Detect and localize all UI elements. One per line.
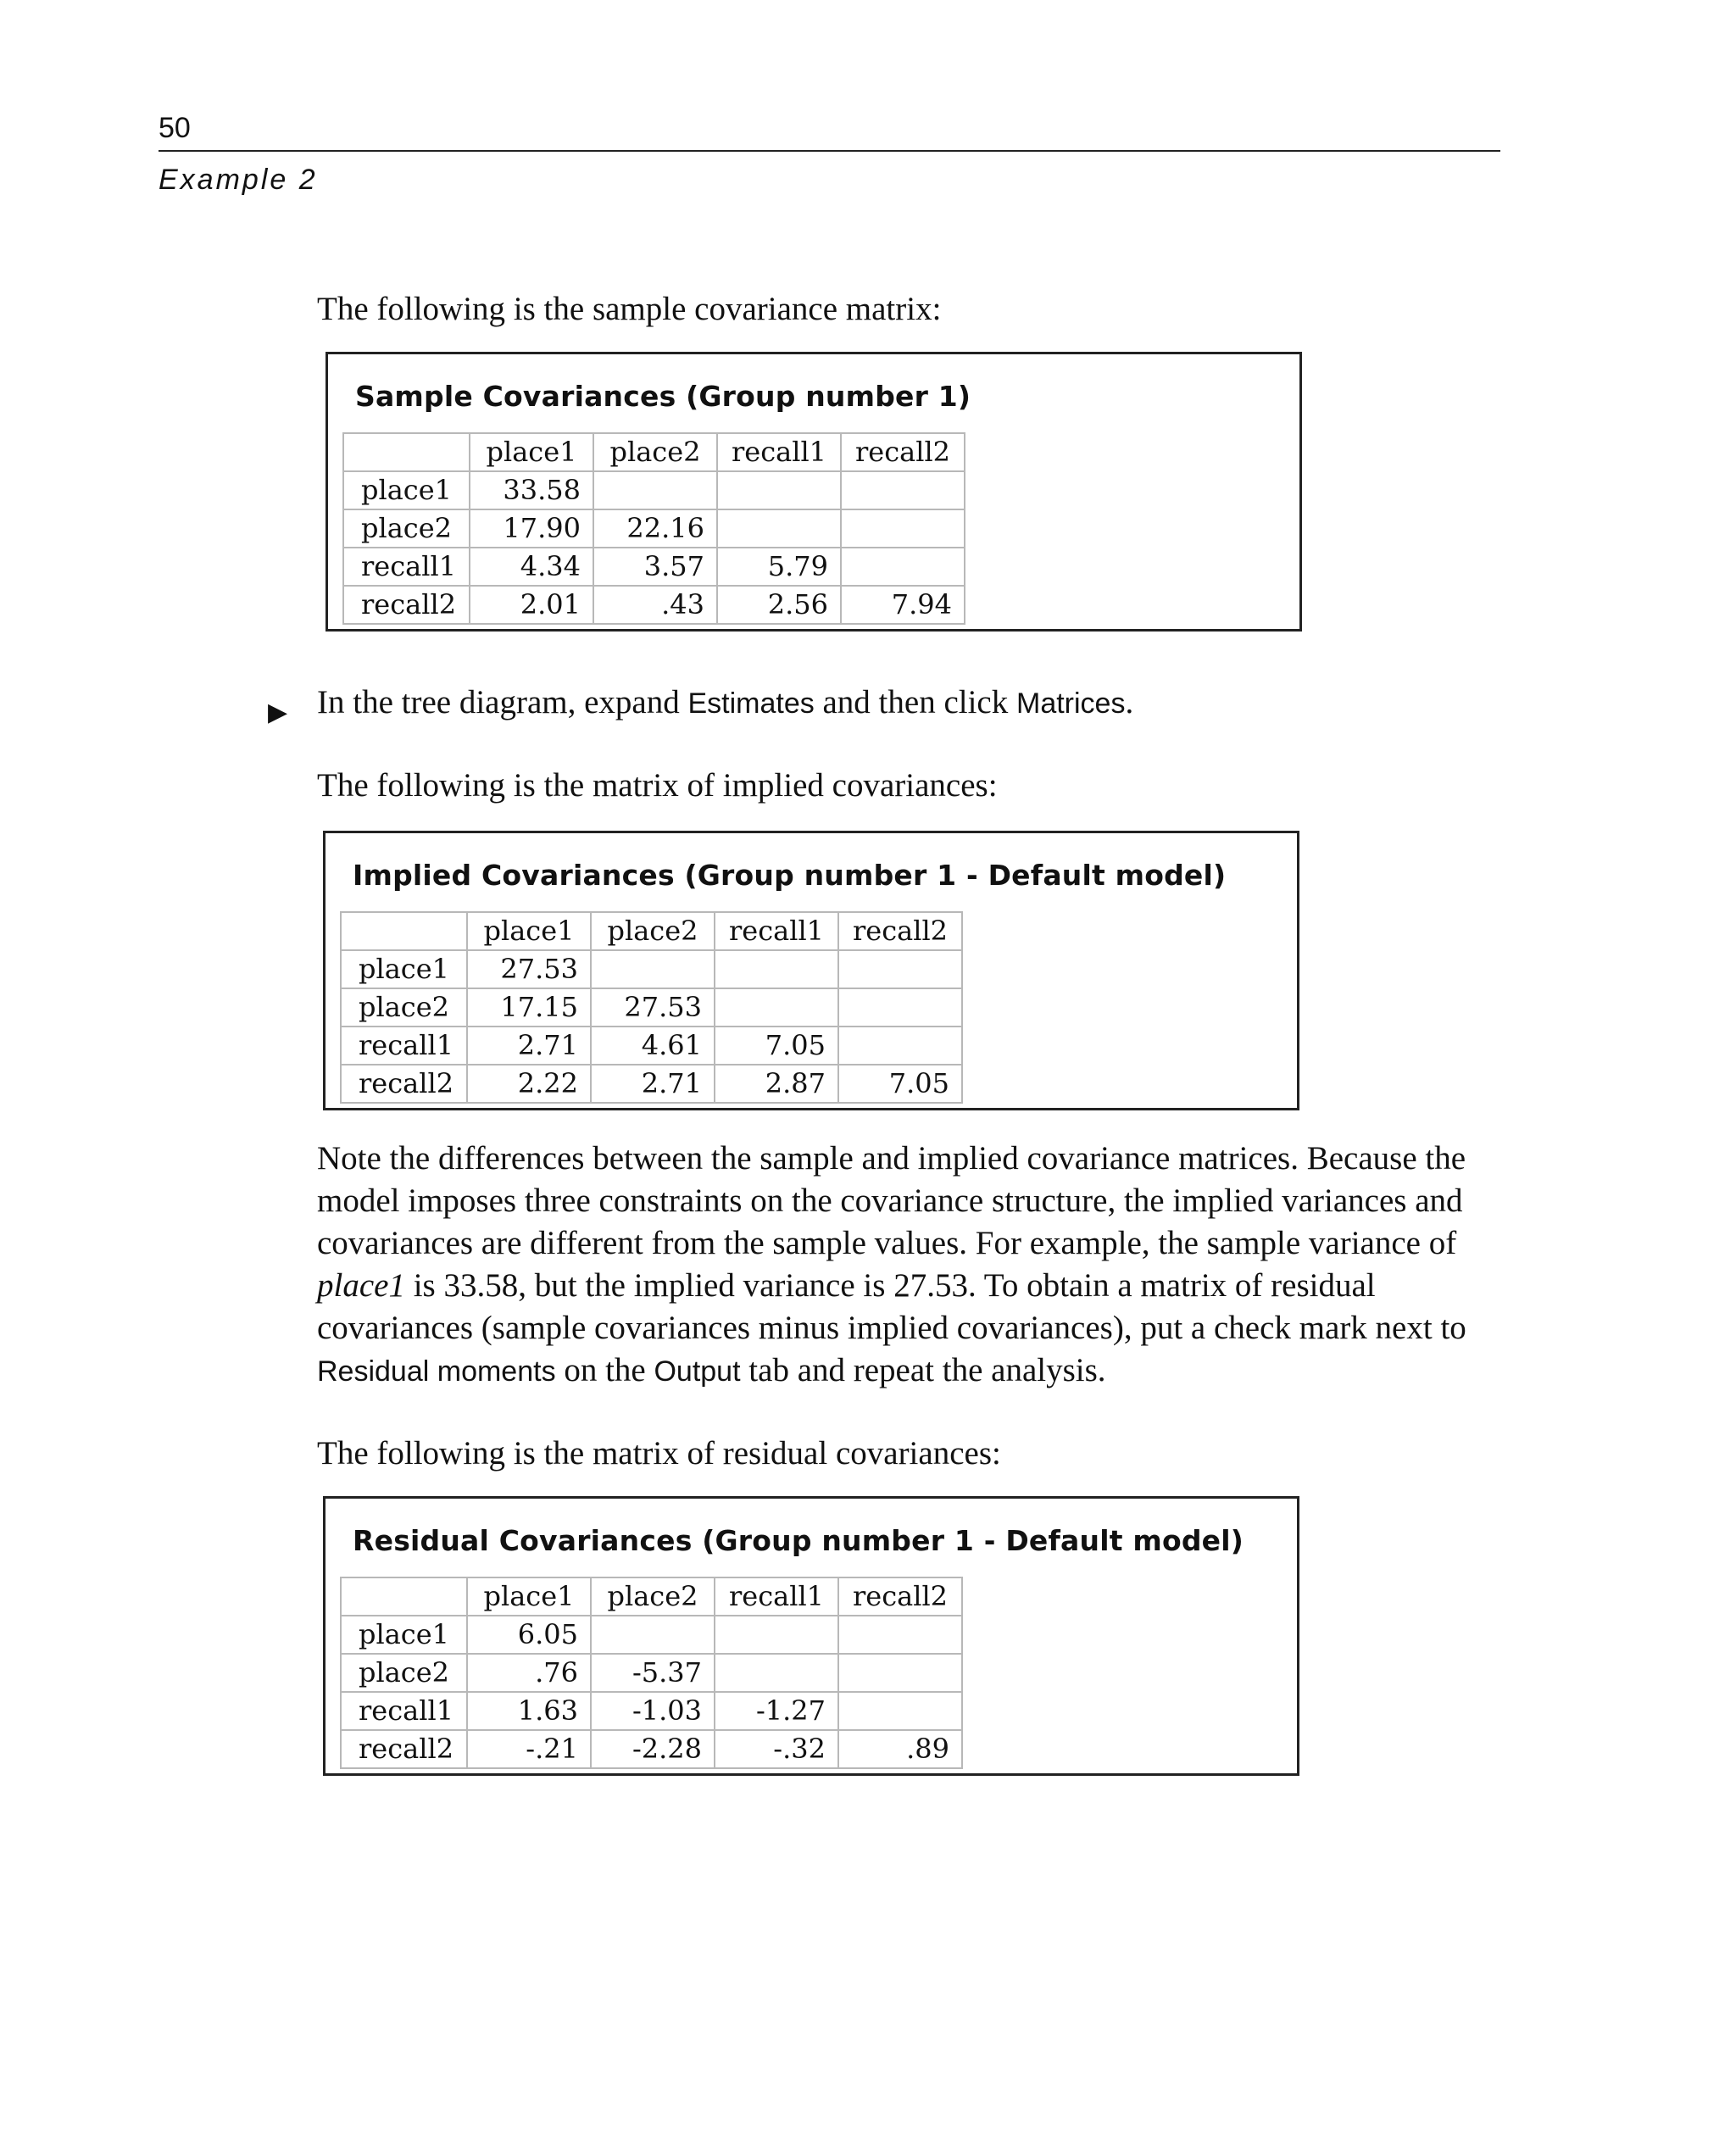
table-row — [343, 586, 965, 624]
table-cell: 2.01 — [470, 586, 593, 624]
table-row — [341, 1616, 962, 1654]
column-header: recall1 — [715, 912, 838, 950]
table-cell — [838, 988, 962, 1027]
table-cell — [591, 950, 715, 988]
note-line-text: tab and repeat the analysis. — [740, 1352, 1106, 1388]
table-cell — [841, 509, 965, 548]
row-header: recall1 — [343, 548, 470, 586]
table-cell: 7.94 — [841, 586, 965, 624]
table-cell: 2.71 — [467, 1027, 591, 1065]
row-header: place1 — [341, 1616, 467, 1654]
variable-name: place1 — [317, 1267, 405, 1304]
sample-covariances-panel — [326, 352, 1302, 632]
table-row — [343, 471, 965, 509]
column-header: place1 — [470, 433, 593, 471]
matrices-ref: Matrices — [1016, 687, 1126, 720]
table-cell: 27.53 — [591, 988, 715, 1027]
residual-moments-ref: Residual moments — [317, 1355, 556, 1388]
table-cell — [715, 1654, 838, 1692]
page-number: 50 — [159, 112, 191, 144]
column-header: place1 — [467, 912, 591, 950]
intro-text: The following is the sample covariance matrix: — [317, 291, 942, 327]
header-rule — [159, 150, 1500, 152]
table-cell: -.32 — [715, 1730, 838, 1768]
table-header-row — [341, 912, 962, 950]
table-cell: 5.79 — [717, 548, 841, 586]
column-header: recall1 — [715, 1577, 838, 1616]
instruction-suffix: . — [1125, 684, 1134, 721]
residual-covariances-table — [340, 1577, 963, 1769]
sample-covariances-title: Sample Covariances (Group number 1) — [355, 380, 971, 413]
instruction-middle: and then click — [814, 684, 1016, 721]
table-cell — [838, 1027, 962, 1065]
note-line — [317, 1349, 1504, 1393]
table-cell: .43 — [593, 586, 717, 624]
table-cell — [717, 471, 841, 509]
table-cell — [841, 471, 965, 509]
instruction-prefix: In the tree diagram, expand — [317, 684, 688, 721]
table-header-row — [341, 1577, 962, 1616]
row-header: place2 — [341, 1654, 467, 1692]
table-cell — [591, 1616, 715, 1654]
table-cell: -5.37 — [591, 1654, 715, 1692]
note-line: Note the differences between the sample and implied covariance matrices. Because the — [317, 1140, 1466, 1177]
note-line-text: is 33.58, but the implied variance is 27.53. To obtain a matrix of residual — [404, 1267, 1376, 1304]
table-header-row — [343, 433, 965, 471]
table-cell: 22.16 — [593, 509, 717, 548]
running-head: Example 2 — [159, 164, 318, 196]
instruction-text — [317, 682, 1504, 725]
table-row — [343, 548, 965, 586]
right-triangle-icon: ▶ — [268, 698, 288, 727]
row-header: recall2 — [341, 1730, 467, 1768]
row-header: recall1 — [341, 1692, 467, 1730]
table-cell — [838, 950, 962, 988]
table-cell — [838, 1692, 962, 1730]
sample-covariances-table — [342, 432, 965, 625]
table-row — [341, 1654, 962, 1692]
note-line: covariances (sample covariances minus implied covariances), put a check mark next to — [317, 1310, 1466, 1346]
table-cell — [715, 1616, 838, 1654]
note-line-text: on the — [555, 1352, 654, 1388]
corner-cell — [341, 1577, 467, 1616]
column-header: place2 — [593, 433, 717, 471]
table-cell: 4.34 — [470, 548, 593, 586]
table-cell: -.21 — [467, 1730, 591, 1768]
row-header: place1 — [343, 471, 470, 509]
table-cell: 3.57 — [593, 548, 717, 586]
note-line: model imposes three constraints on the covariance structure, the implied variances and — [317, 1182, 1463, 1219]
table-cell: 17.15 — [467, 988, 591, 1027]
implied-covariances-panel — [323, 831, 1299, 1110]
row-header: recall2 — [341, 1065, 467, 1103]
implied-covariances-table — [340, 911, 963, 1104]
residual-intro-text: The following is the matrix of residual covariances: — [317, 1435, 1001, 1472]
table-cell: .76 — [467, 1654, 591, 1692]
residual-covariances-title: Residual Covariances (Group number 1 - Default model) — [353, 1524, 1244, 1557]
table-cell — [715, 988, 838, 1027]
corner-cell — [341, 912, 467, 950]
table-cell: 4.61 — [591, 1027, 715, 1065]
table-cell: .89 — [838, 1730, 962, 1768]
table-cell: 33.58 — [470, 471, 593, 509]
row-header: place1 — [341, 950, 467, 988]
estimates-ref: Estimates — [687, 687, 815, 720]
output-tab-ref: Output — [654, 1355, 741, 1388]
table-cell: 6.05 — [467, 1616, 591, 1654]
table-cell — [841, 548, 965, 586]
table-row — [341, 1730, 962, 1768]
table-cell: -2.28 — [591, 1730, 715, 1768]
column-header: recall1 — [717, 433, 841, 471]
table-cell: 1.63 — [467, 1692, 591, 1730]
implied-covariances-title: Implied Covariances (Group number 1 - Default model) — [353, 859, 1227, 892]
residual-covariances-panel — [323, 1496, 1299, 1776]
column-header: recall2 — [838, 1577, 962, 1616]
table-cell: 2.87 — [715, 1065, 838, 1103]
table-row — [341, 1027, 962, 1065]
table-row — [341, 950, 962, 988]
table-cell: 7.05 — [715, 1027, 838, 1065]
table-cell: 17.90 — [470, 509, 593, 548]
table-row — [343, 509, 965, 548]
table-cell: 2.56 — [717, 586, 841, 624]
note-line — [317, 1265, 1504, 1307]
row-header: recall2 — [343, 586, 470, 624]
corner-cell — [343, 433, 470, 471]
column-header: recall2 — [838, 912, 962, 950]
row-header: place2 — [341, 988, 467, 1027]
table-row — [341, 988, 962, 1027]
table-cell: 7.05 — [838, 1065, 962, 1103]
table-row — [341, 1065, 962, 1103]
table-cell: 27.53 — [467, 950, 591, 988]
table-cell — [838, 1654, 962, 1692]
table-cell: -1.03 — [591, 1692, 715, 1730]
column-header: place2 — [591, 912, 715, 950]
column-header: place1 — [467, 1577, 591, 1616]
table-cell: 2.71 — [591, 1065, 715, 1103]
row-header: place2 — [343, 509, 470, 548]
table-cell: -1.27 — [715, 1692, 838, 1730]
table-cell — [838, 1616, 962, 1654]
table-cell — [715, 950, 838, 988]
table-cell — [717, 509, 841, 548]
column-header: recall2 — [841, 433, 965, 471]
table-cell — [593, 471, 717, 509]
implied-intro-text: The following is the matrix of implied covariances: — [317, 767, 998, 804]
row-header: recall1 — [341, 1027, 467, 1065]
column-header: place2 — [591, 1577, 715, 1616]
table-row — [341, 1692, 962, 1730]
table-cell: 2.22 — [467, 1065, 591, 1103]
note-line: covariances are different from the sample values. For example, the sample variance of — [317, 1225, 1457, 1261]
